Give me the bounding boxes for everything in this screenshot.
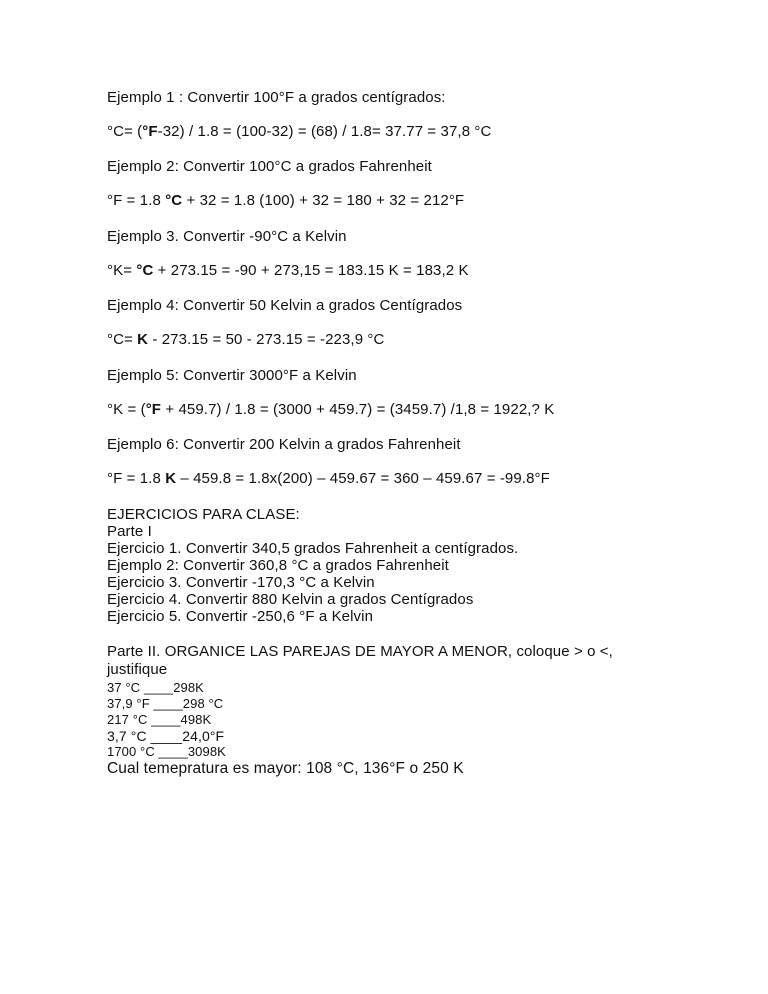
part-2-title: Parte II. ORGANICE LAS PAREJAS DE MAYOR A MENOR, coloque > o <, justifique xyxy=(107,643,613,678)
example-1-title: Ejemplo 1 : Convertir 100°F a grados centígrados: xyxy=(107,89,446,106)
example-3-title: Ejemplo 3. Convertir -90°C a Kelvin xyxy=(107,228,347,245)
comparison-pair: 3,7 °C ____24,0°F xyxy=(107,728,225,744)
comparison-pair: 37,9 °F ____298 °C xyxy=(107,696,224,711)
final-question: Cual temepratura es mayor: 108 °C, 136°F o 250 K xyxy=(107,760,464,777)
exercise-item: Ejercicio 4. Convertir 880 Kelvin a grados Centígrados xyxy=(107,591,474,608)
example-3-formula: °K= °C + 273.15 = -90 + 273,15 = 183.15 K = 183,2 K xyxy=(107,262,469,279)
example-5-formula: °K = (°F + 459.7) / 1.8 = (3000 + 459.7) = (3459.7) /1,8 = 1922,? K xyxy=(107,401,555,418)
example-6-title: Ejemplo 6: Convertir 200 Kelvin a grados Fahrenheit xyxy=(107,436,461,453)
exercises-heading: EJERCICIOS PARA CLASE: xyxy=(107,506,300,523)
exercise-item: Ejemplo 2: Convertir 360,8 °C a grados Fahrenheit xyxy=(107,557,449,574)
example-4-title: Ejemplo 4: Convertir 50 Kelvin a grados Centígrados xyxy=(107,297,463,314)
part-1-title: Parte I xyxy=(107,523,152,540)
example-4-formula: °C= K - 273.15 = 50 - 273.15 = -223,9 °C xyxy=(107,331,385,348)
exercise-item: Ejercicio 3. Convertir -170,3 °C a Kelvin xyxy=(107,574,375,591)
exercise-item: Ejercicio 1. Convertir 340,5 grados Fahrenheit a centígrados. xyxy=(107,540,519,557)
exercise-item: Ejercicio 5. Convertir -250,6 °F a Kelvin xyxy=(107,608,374,625)
comparison-pair: 37 °C ____298K xyxy=(107,680,204,695)
example-2-title: Ejemplo 2: Convertir 100°C a grados Fahrenheit xyxy=(107,158,432,175)
example-6-formula: °F = 1.8 K – 459.8 = 1.8x(200) – 459.67 = 360 – 459.67 = -99.8°F xyxy=(107,470,550,487)
example-2-formula: °F = 1.8 °C + 32 = 1.8 (100) + 32 = 180 + 32 = 212°F xyxy=(107,192,465,209)
example-1-formula: °C= (°F-32) / 1.8 = (100-32) = (68) / 1.8= 37.77 = 37,8 °C xyxy=(107,123,492,140)
example-5-title: Ejemplo 5: Convertir 3000°F a Kelvin xyxy=(107,367,357,384)
comparison-pair: 217 °C ____498K xyxy=(107,712,212,727)
comparison-pair: 1700 °C ____3098K xyxy=(107,744,226,759)
